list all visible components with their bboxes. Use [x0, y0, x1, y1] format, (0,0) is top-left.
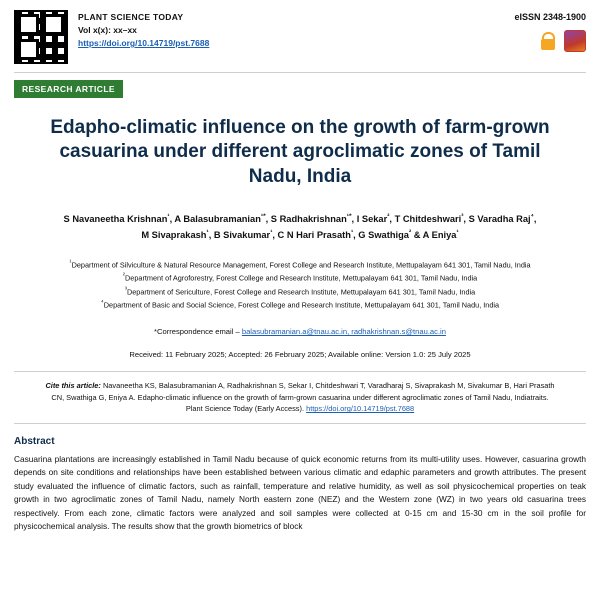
masthead [14, 10, 586, 68]
correspondence-email-link[interactable]: balasubramanian.a@tnau.ac.in, radhakrishnan.s@tnau.ac.in [241, 327, 446, 337]
affiliation-item: $^{^4}$Department of Basic and Social Science, Forest College and Research Institute, Mettupalayam 641 301, Tamil Nadu, India [100, 299, 500, 310]
affiliation-item: $^{^2}$Department of Agroforestry, Forest College and Research Institute, Mettupalayam 641 301, Tamil Nadu, India [122, 272, 478, 283]
open-access-lock-icon [540, 32, 556, 50]
page-title: Edapho-climatic influence on the growth of farm-grown casuarina under different agroclimatic zones of Tamil Nadu, India [50, 117, 550, 187]
author-line: M Sivaprakash$^{^1}$, B Sivakumar$^{^1}$, C N Hari Prasath$^{^1}$, G Swathiga$^{^2}$ & A Eniya$^{^1}$ [141, 229, 459, 241]
eissn-label: eISSN 2348-1900 [514, 12, 586, 22]
journal-info [78, 10, 504, 48]
publication-dates: Received: 11 February 2025; Accepted: 26 February 2025; Available online: Version 1.0: 25 July 2025 [129, 350, 471, 360]
author-line: S Navaneetha Krishnan$^{^1}$, A Balasubramanian$^{^1*}$, S Radhakrishnan$^{^1*}$, I Sekar$^{^2}$, T Chitdeshwari$^{^3}$, S Varadha Raj$^{^4}$, [63, 212, 537, 225]
abstract-heading: Abstract [14, 435, 55, 447]
masthead-badges [514, 30, 586, 52]
affiliation-item: $^{^1}$Department of Silviculture & Natural Resource Management, Forest College and Research Institute, Mettupalayam 641 301, Tamil Nadu, India [69, 258, 531, 270]
cite-label: Cite this article: [45, 381, 101, 391]
article-type-badge: RESEARCH ARTICLE [14, 80, 123, 98]
author-list [28, 211, 572, 244]
abstract-body: Casuarina plantations are increasingly established in Tamil Nadu because of quick economic returns from its multi-utility uses. However, casuarina growth depends on site conditions and relationships have been established between various climatic and edaphic parameters and growth attributes. The present study evaluated the influence of climatic factors, such as rainfall, temperature and relative humidity, as well as soil physicochemical properties on teak growth in two agroclimatic zones of Tamil Nadu, namely North eastern zone (NEZ) and the Western zone (WZ) in two years old casuarina trees respectively. From each zone, climatic factors were analyzed and soil samples were collected at 0-15 cm and 15-30 cm in the soil profile for physicochemical analysis. The results show that the growth biometrics of block [14, 453, 586, 532]
masthead-divider [14, 72, 586, 73]
cite-doi-link[interactable]: https://doi.org/10.14719/pst.7688 [306, 404, 415, 414]
qr-code-icon[interactable] [14, 10, 68, 64]
affiliation-list [22, 258, 578, 312]
correspondence-label: *Correspondence email – [154, 327, 242, 337]
publisher-logo-icon [564, 30, 586, 52]
citation-box [14, 371, 586, 423]
journal-title: PLANT SCIENCE TODAY [78, 12, 184, 22]
masthead-right [514, 10, 586, 52]
cite-text: Navaneetha KS, Balasubramanian A, Radhakrishnan S, Sekar I, Chitdeshwari T, Varadharaj S, Sivaprakash M, Sivakumar B, Hari Prasath CN, Swathiga G, Eniya A. Edapho-climatic influence on the growth of farm-grown casuarina under different agroclimatic zones of Tamil Nadu, Indiatraits. Plant Science Today (Early Access). [51, 381, 555, 414]
journal-doi-link[interactable]: https://doi.org/10.14719/pst.7688 [78, 38, 210, 48]
affiliation-item: $^{^3}$Department of Sericulture, Forest College and Research Institute, Mettupalayam 641 301, Tamil Nadu, India [124, 285, 476, 296]
journal-volume: Vol x(x): xx–xx [78, 25, 137, 35]
correspondence [14, 327, 586, 336]
